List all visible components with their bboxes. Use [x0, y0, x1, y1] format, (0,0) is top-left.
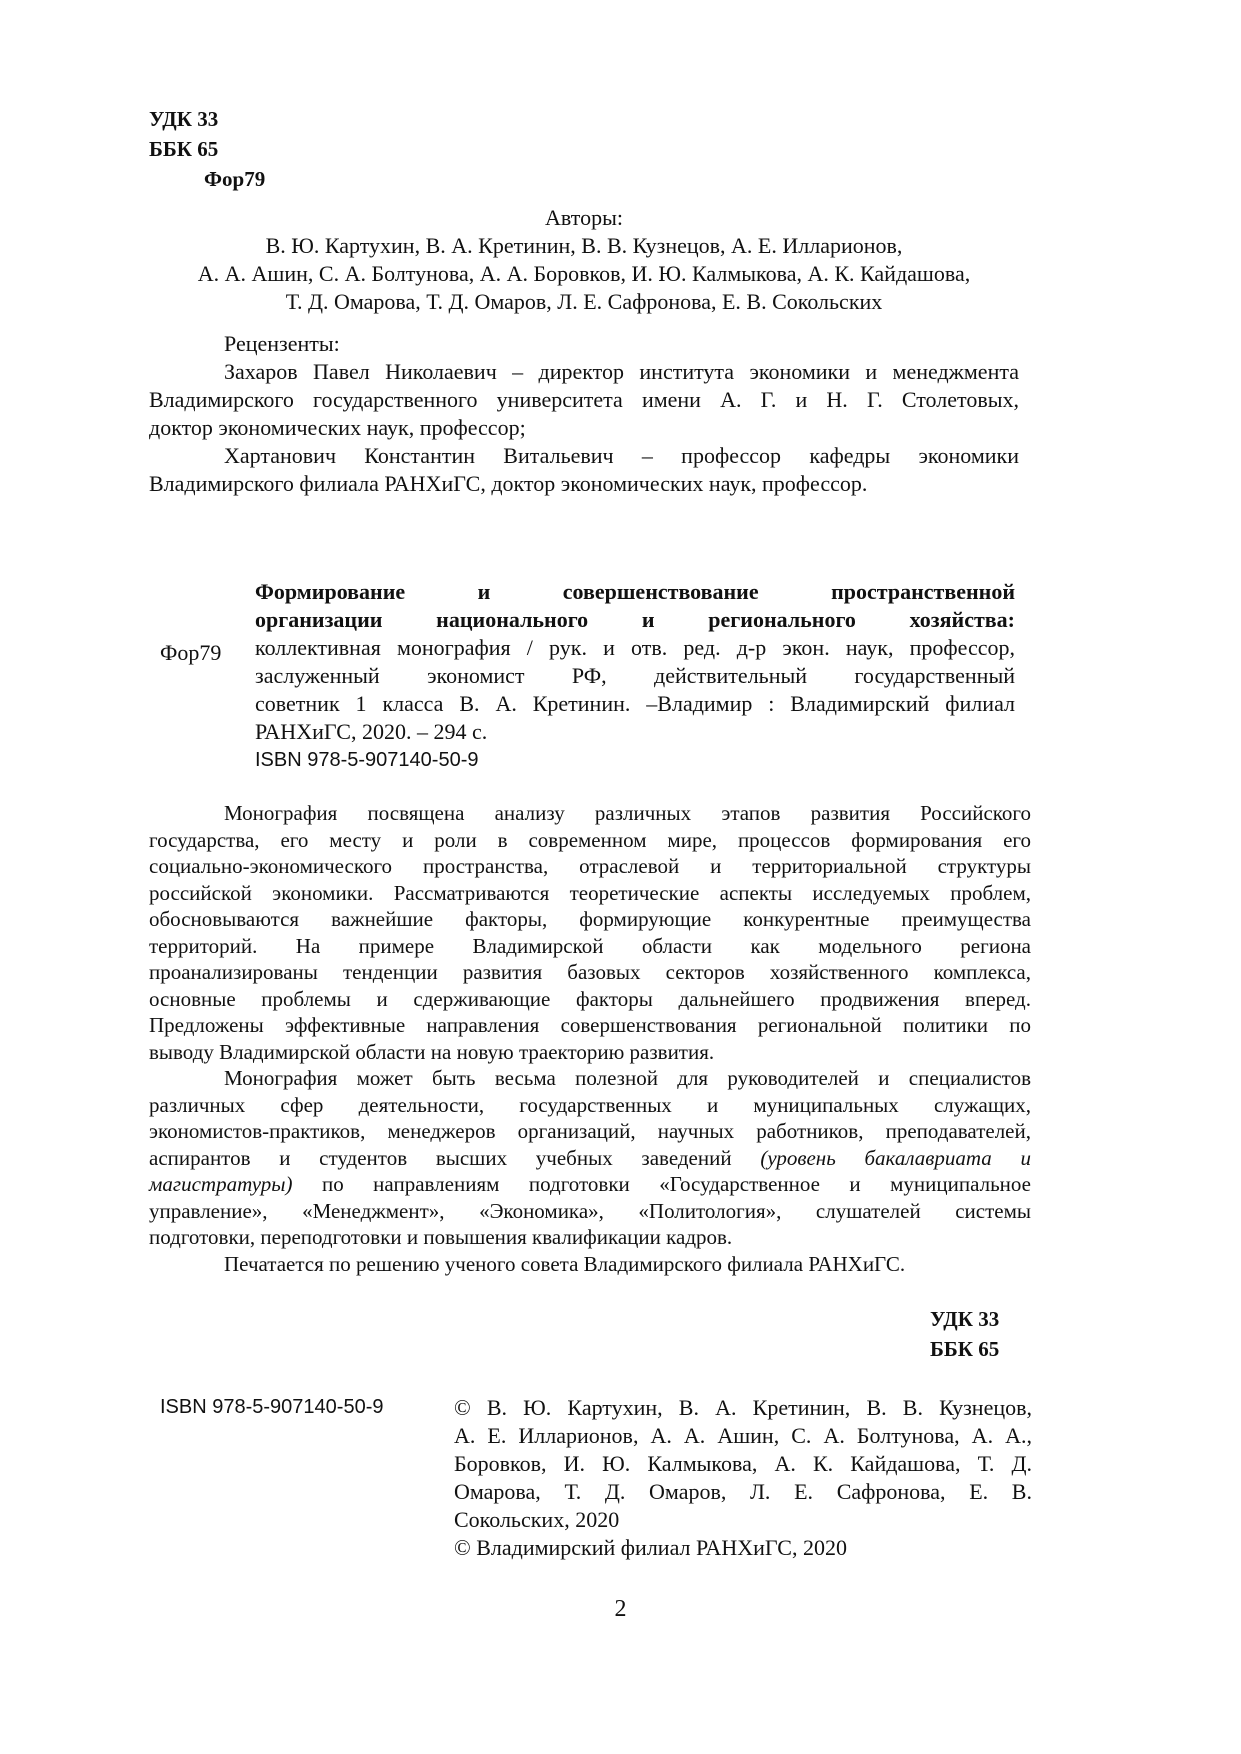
- bibliographic-isbn: ISBN 978-5-907140-50-9: [255, 749, 479, 771]
- abstract-p2-line-2: различных сфер деятельности, государственных и муниципальных служащих,: [149, 1092, 1031, 1117]
- reviewer-2-line-2: Владимирского филиала РАНХиГС, доктор экономических наук, профессор.: [149, 471, 868, 496]
- udk-code-top: УДК 33: [149, 107, 219, 131]
- authors-line-1: В. Ю. Картухин, В. А. Кретинин, В. В. Кузнецов, А. Е. Илларионов,: [265, 233, 903, 258]
- abstract-p3: Печатается по решению ученого совета Владимирского филиала РАНХиГС.: [224, 1251, 906, 1276]
- reviewer-2-line-1: Хартанович Константин Витальевич – профессор кафедры экономики: [224, 443, 1019, 468]
- book-title-line-1: Формирование и совершенствование пространственной: [255, 579, 1015, 604]
- book-title-line-2: организации национального и регионального хозяйства:: [255, 607, 1015, 632]
- abstract-p1-line-6: территорий. На примере Владимирской области как модельного региона: [149, 933, 1031, 958]
- abstract-p1-line-1: Монография посвящена анализу различных этапов развития Российского: [224, 801, 1031, 825]
- reviewers-block: [149, 330, 1019, 498]
- copyright-isbn: ISBN 978-5-907140-50-9: [160, 1396, 384, 1418]
- authors-line-2: А. А. Ашин, С. А. Болтунова, А. А. Боровков, И. Ю. Калмыкова, А. К. Кайдашова,: [197, 261, 971, 286]
- bibliographic-sign: Фор79: [160, 640, 222, 665]
- copyright-line-2: А. Е. Илларионов, А. А. Ашин, С. А. Болтунова, А. А.,: [454, 1423, 1032, 1448]
- reviewer-1-line-1: Захаров Павел Николаевич – директор института экономики и менеджмента: [224, 359, 1019, 384]
- udk-code-bottom: УДК 33: [930, 1307, 1000, 1331]
- abstract-p2-line-1: Монография может быть весьма полезной для руководителей и специалистов: [224, 1066, 1031, 1090]
- copyright-block: [454, 1394, 1032, 1562]
- abstract-p1-line-5: обосновываются важнейшие факторы, формирующие конкурентные преимущества: [149, 907, 1031, 931]
- bibliographic-line-3: коллективная монография / рук. и отв. ред. д-р экон. наук, профессор,: [255, 635, 1015, 660]
- abstract-p2-line-4: [149, 1145, 1031, 1172]
- abstract-p1-line-3: социально-экономического пространства, отраслевой и территориальной структуры: [149, 854, 1031, 878]
- bbk-code-bottom: ББК 65: [930, 1337, 1000, 1361]
- copyright-line-3: Боровков, И. Ю. Калмыкова, А. К. Кайдашова, Т. Д.: [454, 1451, 1032, 1476]
- abstract-p1-line-10: выводу Владимирской области на новую траекторию развития.: [149, 1039, 715, 1064]
- abstract-p2-line-6: управление», «Менеджмент», «Экономика», «Политология», слушателей системы: [149, 1198, 1031, 1223]
- abstract-p1-line-4: российской экономики. Рассматриваются теоретические аспекты исследуемых проблем,: [149, 880, 1031, 905]
- bibliographic-line-5: советник 1 класса В. А. Кретинин. –Владимир : Владимирский филиал: [255, 691, 1015, 716]
- abstract-p2-line-7: подготовки, переподготовки и повышения квалификации кадров.: [149, 1225, 733, 1249]
- reviewer-1-line-2: Владимирского государственного университета имени А. Г. и Н. Г. Столетовых,: [149, 387, 1019, 412]
- abstract-p2-line-4-italic: (уровень бакалавриата и: [760, 1145, 1032, 1170]
- reviewers-heading: Рецензенты:: [224, 331, 340, 356]
- abstract-p1-line-7: проанализированы тенденции развития базовых секторов хозяйственного комплекса,: [149, 960, 1031, 984]
- abstract-p1-line-8: основные проблемы и сдерживающие факторы дальнейшего продвижения вперед.: [149, 986, 1031, 1011]
- abstract-block: [149, 800, 1031, 1277]
- reviewer-1-line-3: доктор экономических наук, профессор;: [149, 415, 526, 440]
- abstract-p2-line-5-text: по направлениям подготовки «Государственное и муниципальное: [321, 1172, 1032, 1196]
- abstract-p2-line-3: экономистов-практиков, менеджеров организаций, научных работников, преподавателей,: [149, 1119, 1031, 1143]
- bbk-code-top: ББК 65: [149, 137, 219, 161]
- copyright-line-4: Омарова, Т. Д. Омаров, Л. Е. Сафронова, Е. В.: [454, 1479, 1032, 1504]
- bibliographic-block: [255, 578, 1015, 774]
- abstract-p2-line-4-text: аспирантов и студентов высших учебных заведений: [149, 1145, 732, 1170]
- abstract-p2-line-5: [149, 1171, 1031, 1198]
- page-number: 2: [614, 1596, 627, 1622]
- copyright-line-6: © Владимирский филиал РАНХиГС, 2020: [454, 1535, 847, 1560]
- authors-heading: Авторы:: [545, 205, 623, 230]
- copyright-line-1: © В. Ю. Картухин, В. А. Кретинин, В. В. Кузнецов,: [454, 1395, 1032, 1420]
- bibliographic-line-4: заслуженный экономист РФ, действительный государственный: [255, 663, 1015, 688]
- authors-line-3: Т. Д. Омарова, Т. Д. Омаров, Л. Е. Сафронова, Е. В. Сокольских: [285, 289, 883, 314]
- author-sign-top: Фор79: [204, 167, 266, 191]
- abstract-p2-line-5-italic: магистратуры): [149, 1172, 293, 1196]
- bibliographic-line-6: РАНХиГС, 2020. – 294 с.: [255, 719, 488, 744]
- copyright-line-5: Сокольских, 2020: [454, 1507, 620, 1532]
- authors-block: [149, 204, 1019, 316]
- abstract-p1-line-9: Предложены эффективные направления совершенствования региональной политики по: [149, 1013, 1031, 1037]
- abstract-p1-line-2: государства, его месту и роли в современном мире, процессов формирования его: [149, 827, 1031, 852]
